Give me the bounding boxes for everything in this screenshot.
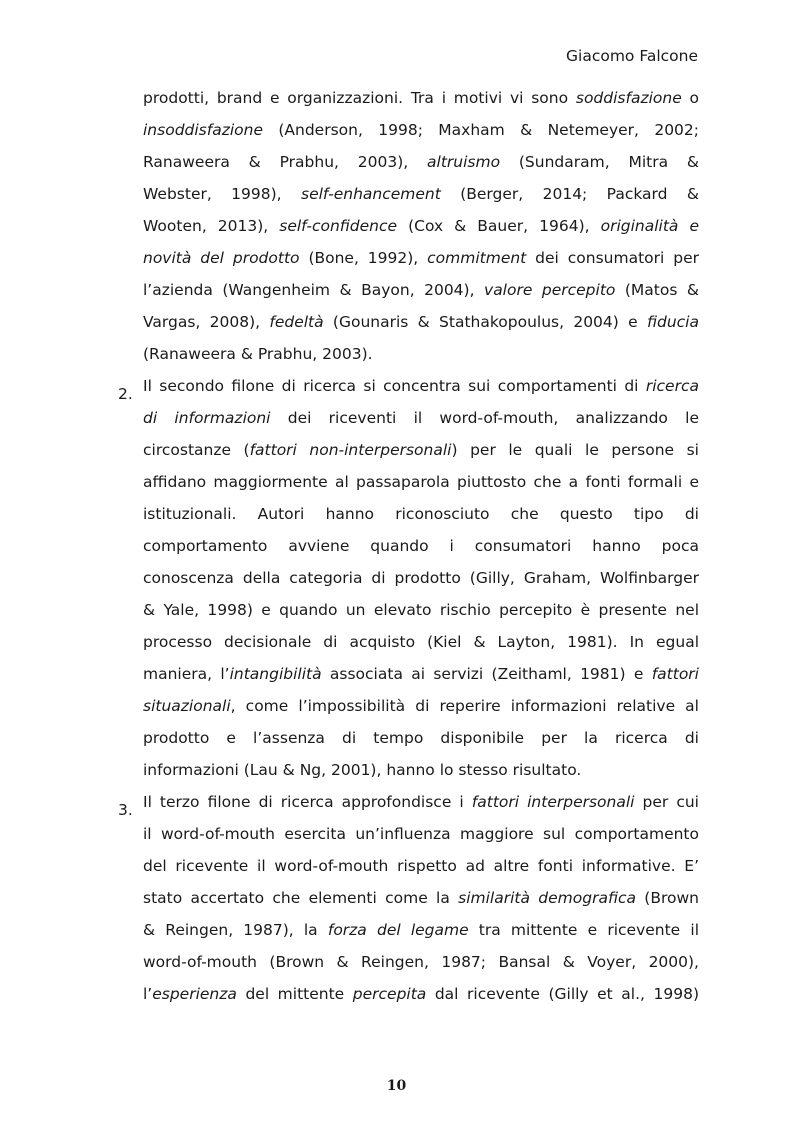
text-run: dei consumatori per xyxy=(526,249,699,267)
text-run: per cui xyxy=(634,793,699,811)
text-line xyxy=(143,119,699,141)
text-run: (Anderson, 1998; Maxham & Netemeyer, 2002; xyxy=(263,121,699,139)
text-line xyxy=(143,887,699,909)
italic-run: percepita xyxy=(352,985,427,1003)
text-run: Webster, 1998), xyxy=(143,185,302,203)
text-run: ) per le quali le persone si xyxy=(451,441,699,459)
text-run: (Ranaweera & Prabhu, 2003). xyxy=(143,345,373,363)
text-run: il word-of-mouth esercita un’influenza maggiore sul comportamento xyxy=(143,825,699,843)
text-line xyxy=(143,695,699,717)
italic-run: soddisfazione xyxy=(575,89,682,107)
list-number-2: 2. xyxy=(118,385,133,403)
text-run: (Cox & Bauer, 1964), xyxy=(397,217,601,235)
text-line xyxy=(143,919,699,941)
text-run: Il terzo filone di ricerca approfondisce i xyxy=(143,793,472,811)
text-line xyxy=(143,439,699,461)
italic-run: situazionali xyxy=(143,697,231,715)
text-line xyxy=(143,407,699,429)
italic-run: fattori non-interpersonali xyxy=(249,441,452,459)
text-run: conoscenza della categoria di prodotto (Gilly, Graham, Wolfinbarger xyxy=(143,569,699,587)
text-run: , come l’impossibilità di reperire informazioni relative al xyxy=(230,697,699,715)
italic-run: valore percepito xyxy=(484,281,616,299)
text-line xyxy=(143,151,699,173)
italic-run: fedeltà xyxy=(269,313,324,331)
text-run: Il secondo filone di ricerca si concentra sui comportamenti di xyxy=(143,377,646,395)
italic-run: novità del prodotto xyxy=(143,249,300,267)
text-run: prodotti, brand e organizzazioni. Tra i motivi vi sono xyxy=(143,89,576,107)
text-line xyxy=(143,535,699,557)
text-run: dei riceventi il word-of-mouth, analizzando le xyxy=(270,409,700,427)
text-line xyxy=(143,279,699,301)
text-run: (Bone, 1992), xyxy=(299,249,428,267)
text-run: circostanze ( xyxy=(143,441,250,459)
text-run: Vargas, 2008), xyxy=(143,313,270,331)
text-run: processo decisionale di acquisto (Kiel & Layton, 1981). In egual xyxy=(143,633,699,651)
text-run: & Reingen, 1987), la xyxy=(143,921,328,939)
text-line xyxy=(143,823,699,845)
text-line xyxy=(143,87,699,109)
text-run: (Brown xyxy=(636,889,699,907)
text-line xyxy=(143,855,699,877)
text-run: (Sundaram, Mitra & xyxy=(500,153,699,171)
italic-run: originalità e xyxy=(600,217,700,235)
text-line xyxy=(143,375,699,397)
text-run: word-of-mouth (Brown & Reingen, 1987; Bansal & Voyer, 2000), xyxy=(143,953,699,971)
text-line xyxy=(143,759,699,781)
text-run: affidano maggiormente al passaparola piuttosto che a fonti formali e xyxy=(143,473,699,491)
text-run: Wooten, 2013), xyxy=(143,217,280,235)
text-run: (Gounaris & Stathakopoulus, 2004) e xyxy=(323,313,647,331)
italic-run: fattori interpersonali xyxy=(471,793,635,811)
text-line xyxy=(143,663,699,685)
text-run: comportamento avviene quando i consumatori hanno poca xyxy=(143,537,699,555)
text-run: associata ai servizi (Zeithaml, 1981) e xyxy=(321,665,652,683)
italic-run: forza del legame xyxy=(327,921,469,939)
italic-run: fattori xyxy=(651,665,699,683)
italic-run: self-confidence xyxy=(279,217,398,235)
text-line xyxy=(143,503,699,525)
text-run: (Matos & xyxy=(615,281,699,299)
text-run: dal ricevente (Gilly et al., 1998) xyxy=(426,985,699,1003)
text-run: prodotto e l’assenza di tempo disponibile per la ricerca di xyxy=(143,729,699,747)
italic-run: commitment xyxy=(427,249,527,267)
text-line xyxy=(143,471,699,493)
italic-run: di informazioni xyxy=(143,409,271,427)
text-run: stato accertato che elementi come la xyxy=(143,889,459,907)
text-line xyxy=(143,247,699,269)
text-line xyxy=(143,183,699,205)
text-line xyxy=(143,727,699,749)
text-run: tra mittente e ricevente il xyxy=(468,921,699,939)
text-run: istituzionali. Autori hanno riconosciuto che questo tipo di xyxy=(143,505,699,523)
page-number: 10 xyxy=(386,1078,407,1094)
text-line xyxy=(143,343,699,365)
text-line xyxy=(143,631,699,653)
text-run: & Yale, 1998) e quando un elevato rischio percepito è presente nel xyxy=(143,601,699,619)
italic-run: intangibilità xyxy=(229,665,322,683)
text-run: Ranaweera & Prabhu, 2003), xyxy=(143,153,428,171)
text-line xyxy=(143,951,699,973)
text-run: o xyxy=(681,89,699,107)
text-line xyxy=(143,567,699,589)
text-run: l’ xyxy=(143,985,153,1003)
text-line xyxy=(143,311,699,333)
text-line xyxy=(143,983,699,1005)
text-run: maniera, l’ xyxy=(143,665,230,683)
running-header-author: Giacomo Falcone xyxy=(566,47,698,65)
italic-run: insoddisfazione xyxy=(143,121,263,139)
text-run: (Berger, 2014; Packard & xyxy=(440,185,699,203)
italic-run: altruismo xyxy=(427,153,501,171)
text-run: del mittente xyxy=(236,985,353,1003)
italic-run: similarità demografica xyxy=(458,889,636,907)
italic-run: self-enhancement xyxy=(301,185,441,203)
italic-run: fiducia xyxy=(646,313,699,331)
italic-run: esperienza xyxy=(152,985,237,1003)
text-run: informazioni (Lau & Ng, 2001), hanno lo stesso risultato. xyxy=(143,761,582,779)
text-run: l’azienda (Wangenheim & Bayon, 2004), xyxy=(143,281,485,299)
italic-run: ricerca xyxy=(645,377,699,395)
list-number-3: 3. xyxy=(118,801,133,819)
text-run: del ricevente il word-of-mouth rispetto ad altre fonti informative. E’ xyxy=(143,857,699,875)
text-line xyxy=(143,791,699,813)
text-line xyxy=(143,599,699,621)
text-line xyxy=(143,215,699,237)
